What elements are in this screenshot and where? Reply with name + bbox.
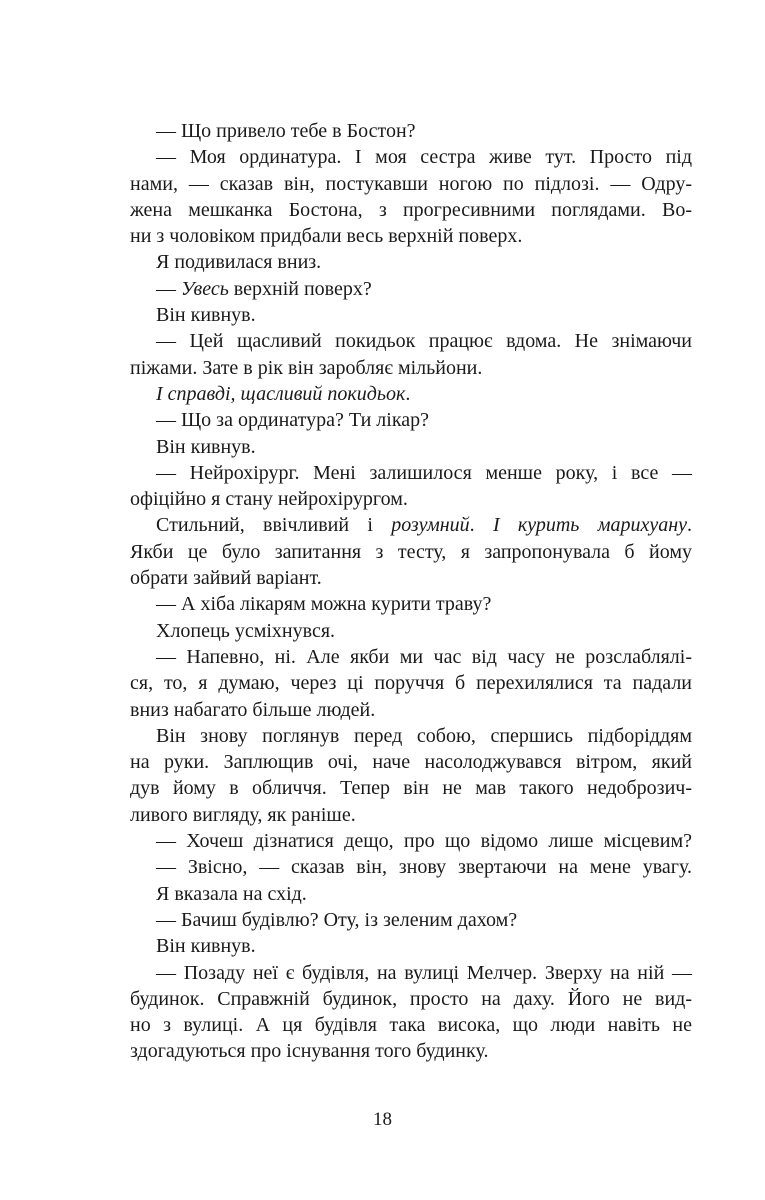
text-segment: здогадуються про існування того будинку. (130, 1040, 489, 1063)
text-line (130, 460, 692, 486)
text-segment: — Нейрохірург. Мені залишилося менше року, і все — (156, 461, 692, 484)
text-line (130, 276, 692, 302)
text-segment: Я вказала на схід. (156, 882, 307, 905)
text-line (130, 302, 692, 328)
text-segment: будинок. Справжній будинок, просто на даху. Його не вид- (130, 987, 692, 1010)
text-segment: вниз набагато більше людей. (130, 698, 376, 721)
text-segment: Я подивилася вниз. (156, 251, 322, 274)
text-segment: Якби це було запитання з тесту, я запропонувала б йому (130, 540, 692, 563)
body-text (130, 118, 692, 1065)
text-segment: Він знову поглянув перед собою, спершись підборіддям (156, 724, 692, 747)
italic-text: Увесь (181, 277, 229, 300)
text-segment: — Моя ординатура. І моя сестра живе тут. Просто під (156, 146, 692, 169)
text-line (130, 118, 692, 144)
text-segment: на руки. Заплющив очі, наче насолоджувався вітром, який (130, 751, 692, 774)
text-line (130, 933, 692, 959)
text-line (130, 697, 692, 723)
text-segment: но з вулиці. А ця будівля така висока, що люди навіть не (130, 1014, 692, 1037)
text-segment: ливого вигляду, як раніше. (130, 803, 356, 826)
text-segment: . (687, 514, 693, 537)
text-line (130, 249, 692, 275)
text-line (130, 644, 692, 670)
text-line (130, 907, 692, 933)
text-segment: — (156, 277, 181, 300)
text-line (130, 565, 692, 591)
text-segment: Він кивнув. (156, 935, 256, 958)
text-line (130, 539, 692, 565)
text-segment: — Цей щасливий покидьок працює вдома. Не знімаючи (156, 330, 692, 353)
text-segment: жена мешканка Бостона, з прогресивними поглядами. Во- (130, 198, 692, 221)
text-line (130, 1012, 692, 1038)
text-segment: — Позаду неї є будівля, на вулиці Мелчер. Зверху на ній — (156, 961, 692, 984)
text-segment: нами, — сказав він, постукавши ногою по підлозі. — Одру- (130, 172, 692, 195)
text-line (130, 355, 692, 381)
text-line (130, 407, 692, 433)
text-segment: піжами. Зате в рік він заробляє мільйони. (130, 356, 483, 379)
text-line (130, 802, 692, 828)
text-segment: — Що привело тебе в Бостон? (156, 120, 416, 142)
text-line (130, 486, 692, 512)
text-segment: — Звісно, — сказав він, знову звертаючи на мене увагу. (156, 856, 692, 879)
text-segment: дув йому в обличчя. Тепер він не мав такого недоброзич- (130, 777, 692, 800)
text-segment: Він кивнув. (156, 304, 256, 327)
text-segment: — А хіба лікарям можна курити траву? (156, 593, 492, 616)
text-line (130, 960, 692, 986)
text-line (130, 749, 692, 775)
text-segment: Хлопець усміхнувся. (156, 619, 336, 642)
text-segment: верхній поверх? (228, 277, 372, 300)
text-line (130, 144, 692, 170)
text-segment: — Хочеш дізнатися дещо, про що відомо лише місцевим? (156, 830, 692, 853)
text-segment: ся, то, я думаю, через ці поруччя б перехилялися та падали (130, 672, 692, 695)
text-segment: — Напевно, ні. Але якби ми час від часу не розслаблялі- (156, 645, 692, 668)
text-segment: ни з чоловіком придбали весь верхній поверх. (130, 225, 523, 248)
text-line (130, 881, 692, 907)
page-number: 18 (373, 1109, 392, 1130)
text-segment: офіційно я стану нейрохірургом. (130, 488, 408, 511)
text-line (130, 328, 692, 354)
text-line (130, 591, 692, 617)
text-segment: Він кивнув. (156, 435, 256, 458)
text-line (130, 1038, 692, 1064)
text-segment: — Бачиш будівлю? Оту, із зеленим дахом? (156, 908, 518, 931)
text-line (130, 618, 692, 644)
italic-text: І курить марихуану (492, 514, 688, 537)
text-segment: . (469, 514, 493, 537)
text-line (130, 828, 692, 854)
text-segment: — Що за ординатура? Ти лікар? (156, 409, 429, 432)
text-line (130, 512, 692, 538)
text-line (130, 381, 692, 407)
text-line (130, 775, 692, 801)
text-line (130, 854, 692, 880)
text-line (130, 723, 692, 749)
text-segment: Стильний, ввічливий і (156, 514, 392, 537)
text-line (130, 434, 692, 460)
text-line (130, 670, 692, 696)
text-line (130, 223, 692, 249)
text-segment: обрати зайвий варіант. (130, 567, 322, 590)
italic-text: розумний (391, 514, 470, 537)
text-segment: . (405, 382, 411, 405)
text-line (130, 171, 692, 197)
text-line (130, 986, 692, 1012)
text-line (130, 197, 692, 223)
italic-text: І справді, щасливий покидьок (156, 382, 406, 405)
